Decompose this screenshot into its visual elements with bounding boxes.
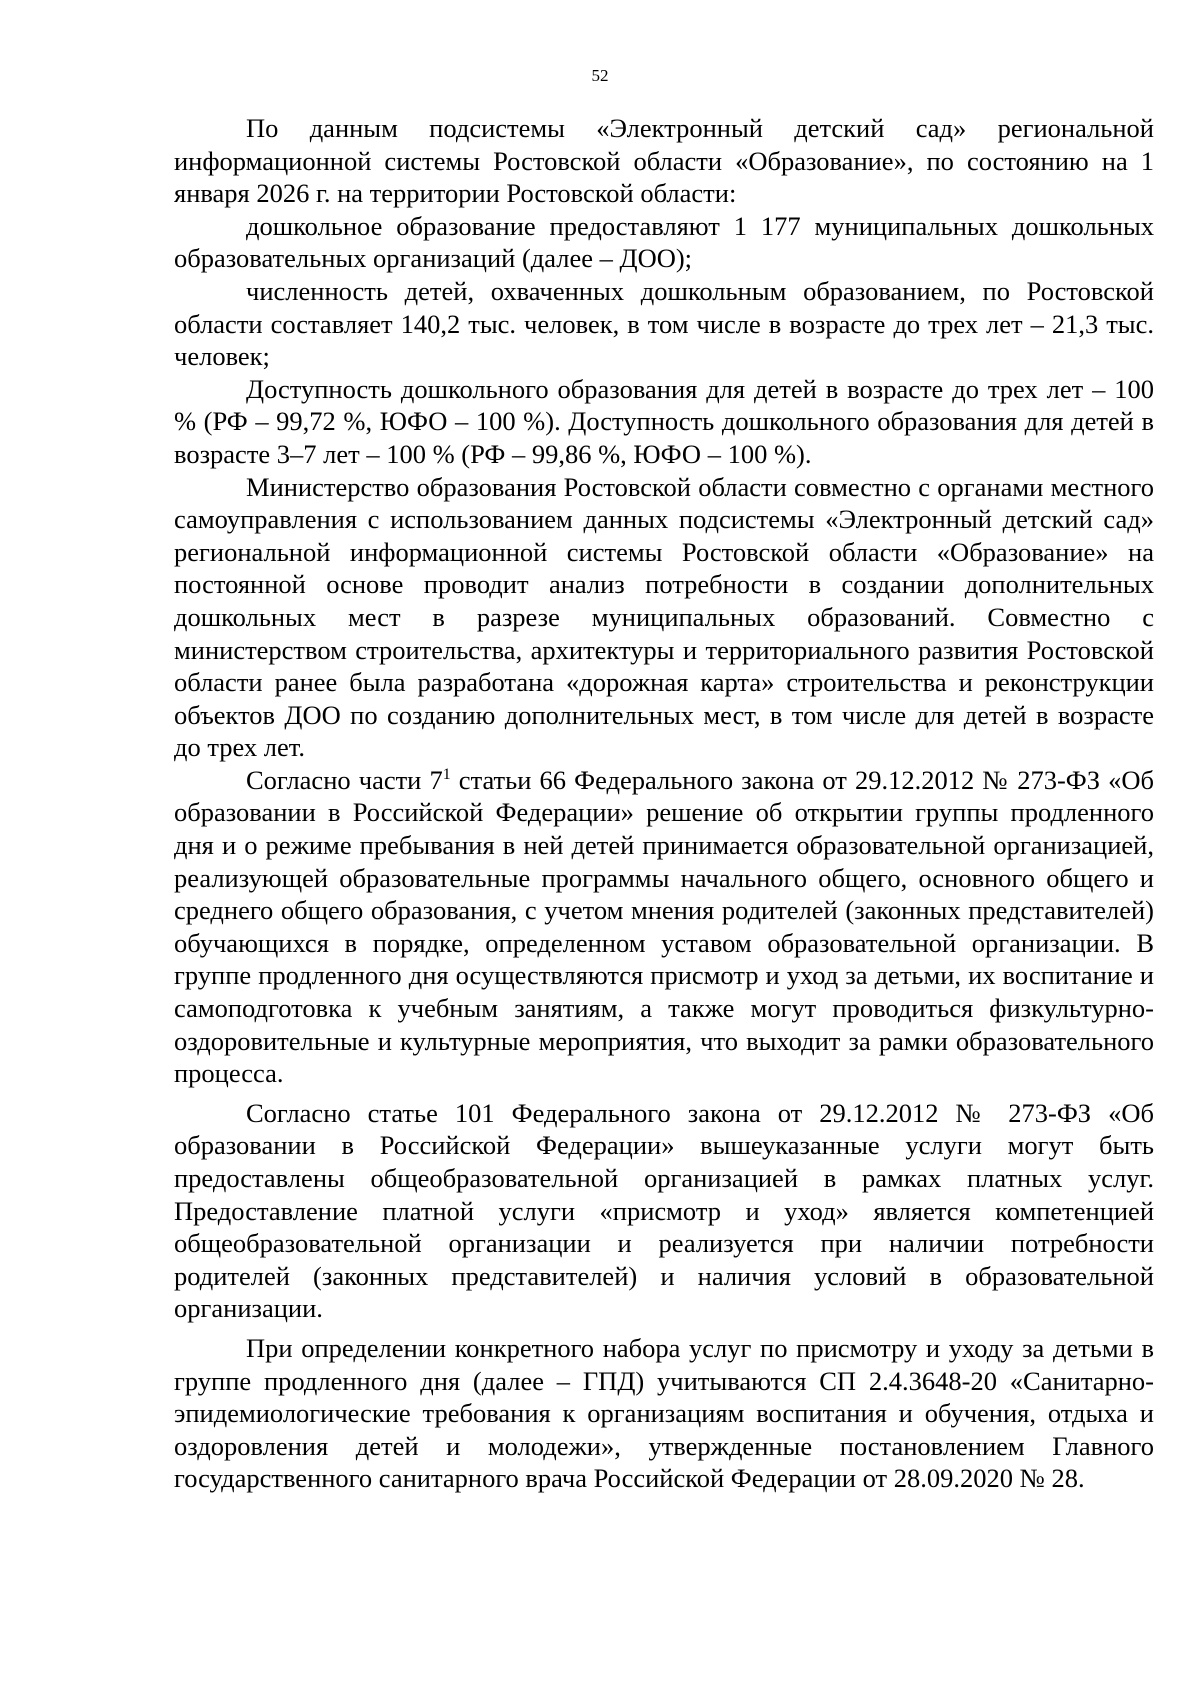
extended-day-group-text: статьи 66 Федерального закона от 29.12.2012 № 273-ФЗ «Об образовании в Российской Федерации» решение об открытии группы продленного дня и о режиме пребывания в ней детей принимается образовательной организацией, реализующей образовательные программы начального общего, основного общего и среднего общего образования, с учетом мнения родителей (законных представителей) обучающихся в порядке, определенном уставом образовательной организации. В группе продленного дня осуществляются присмотр и уход за детьми, их воспитание и самоподготовка к учебным занятиям, а также могут проводиться физкультурно-оздоровительные и культурные мероприятия, что выходит за рамки образовательного процесса. xyxy=(174,764,1154,1089)
page-number: 52 xyxy=(591,66,609,85)
paragraph-paid-services-law: Согласно статье 101 Федерального закона от 29.12.2012 № 273-ФЗ «Об образовании в Российской Федерации» вышеуказанные услуги могут быть предоставлены общеобразовательной организацией в рамках платных услуг. Предоставление платной услуги «присмотр и уход» является компетенцией общеобразовательной организации и реализуется при наличии потребности родителей (законных представителей) и наличия условий в образовательной организации. xyxy=(174,1097,1154,1324)
paragraph-electronic-kindergarten-data: По данным подсистемы «Электронный детский сад» региональной информационной системы Ростовской области «Образование», по состоянию на 1 января 2026 г. на территории Ростовской области: xyxy=(174,113,1154,209)
superscript-part-number: 1 xyxy=(442,766,451,784)
paragraph-preschool-organizations-count: дошкольное образование предоставляют 1 177 муниципальных дошкольных образовательных организаций (далее – ДОО); xyxy=(174,210,1154,274)
paragraph-extended-day-group-law xyxy=(174,764,1154,1090)
paragraph-ministry-needs-analysis: Министерство образования Ростовской области совместно с органами местного самоуправления с использованием данных подсистемы «Электронный детский сад» региональной информационной системы Ростовской области «Образование» на постоянной основе проводит анализ потребности в создании дополнительных дошкольных мест в разрезе муниципальных образований. Совместно с министерством строительства, архитектуры и территориального развития Ростовской области ранее была разработана «дорожная карта» строительства и реконструкции объектов ДОО по созданию дополнительных мест, в том числе для детей в возрасте до трех лет. xyxy=(174,471,1154,763)
paragraph-sanitary-requirements: При определении конкретного набора услуг по присмотру и уходу за детьми в группе продленного дня (далее – ГПД) учитываются СП 2.4.3648-20 «Санитарно-эпидемиологические требования к организациям воспитания и обучения, отдыха и оздоровления детей и молодежи», утвержденные постановлением Главного государственного санитарного врача Российской Федерации от 28.09.2020 № 28. xyxy=(174,1332,1154,1494)
law-reference-text: Согласно части 7 xyxy=(246,764,443,795)
paragraph-preschool-accessibility: Доступность дошкольного образования для детей в возрасте до трех лет – 100 % (РФ – 99,72 %, ЮФО – 100 %). Доступность дошкольного образования для детей в возрасте 3–7 лет – 100 % (РФ – 99,86 %, ЮФО – 100 %). xyxy=(174,373,1154,469)
document-body xyxy=(174,112,1154,1495)
paragraph-children-enrollment: численность детей, охваченных дошкольным образованием, по Ростовской области составляет 140,2 тыс. человек, в том числе в возрасте до трех лет – 21,3 тыс. человек; xyxy=(174,275,1154,372)
